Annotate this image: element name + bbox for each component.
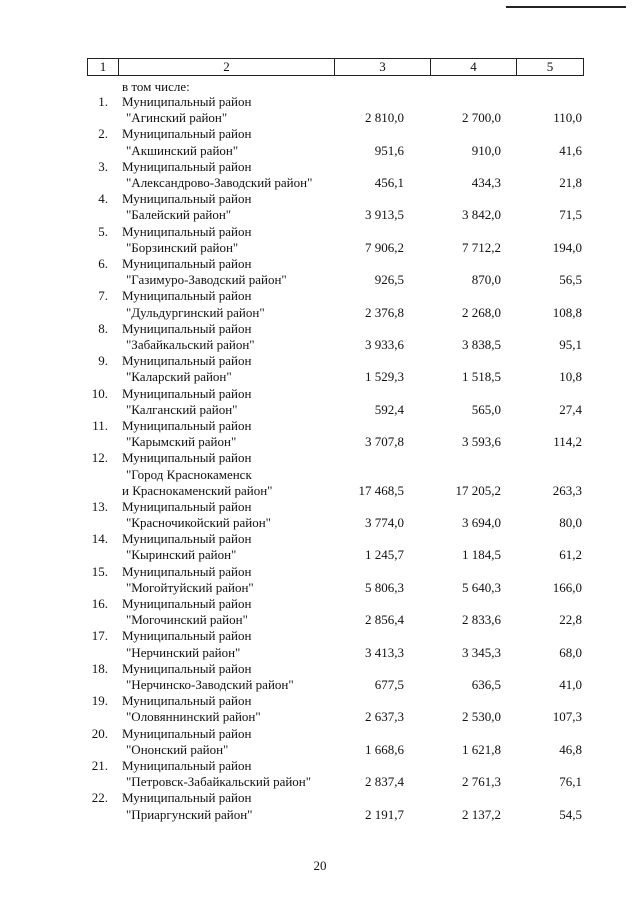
district-name-line-2: "Ононский район": [126, 741, 229, 757]
row-number: 5.: [98, 223, 108, 239]
district-name-line-2: "Калганский район": [126, 401, 238, 417]
value-column-3: 592,4: [374, 401, 404, 417]
district-name-line-2: "Забайкальский район": [126, 336, 255, 352]
district-name-line-2: "Кыринский район": [126, 547, 237, 563]
district-name: [122, 321, 255, 353]
district-name: [122, 790, 252, 822]
value-column-5: 71,5: [559, 207, 582, 223]
table-row: [0, 94, 640, 126]
district-name-line-1: Муниципальный район: [122, 693, 252, 709]
table-row: [0, 499, 640, 531]
row-number: 3.: [98, 158, 108, 174]
district-name-line-2: "Агинский район": [126, 110, 228, 126]
district-name-line-1: Муниципальный район: [122, 385, 252, 401]
row-number: 7.: [98, 288, 108, 304]
value-column-3: 2 191,7: [365, 806, 404, 822]
value-column-3: 3 933,6: [365, 336, 404, 352]
table-row: [0, 596, 640, 628]
value-column-5: 76,1: [559, 774, 582, 790]
value-column-4: 636,5: [471, 677, 501, 693]
value-column-5: 108,8: [552, 304, 582, 320]
value-column-3: 3 774,0: [365, 515, 404, 531]
value-column-5: 10,8: [559, 369, 582, 385]
district-name-line-1: Муниципальный район: [122, 725, 252, 741]
value-column-3: 926,5: [374, 272, 404, 288]
row-number: 13.: [91, 498, 108, 514]
value-column-5: 41,0: [559, 677, 582, 693]
value-column-4: 870,0: [471, 272, 501, 288]
table-row: [0, 126, 640, 158]
row-number: 21.: [91, 758, 108, 774]
district-name: [122, 596, 251, 628]
value-column-4: 2 530,0: [462, 709, 501, 725]
value-column-5: 194,0: [552, 239, 582, 255]
table-row: [0, 256, 640, 288]
value-column-5: 80,0: [559, 515, 582, 531]
row-number: 6.: [98, 255, 108, 271]
district-name: [122, 386, 251, 418]
value-column-5: 110,0: [553, 110, 582, 126]
value-column-5: 21,8: [559, 174, 582, 190]
district-name: [122, 159, 312, 191]
district-name-line-2: "Могойтуйский район": [126, 579, 254, 595]
district-name: [122, 564, 254, 596]
value-column-3: 3 707,8: [365, 434, 404, 450]
value-column-4: 565,0: [471, 401, 501, 417]
district-name: [122, 726, 251, 758]
column-header-2: 2: [119, 59, 335, 76]
value-column-4: 2 137,2: [462, 806, 501, 822]
district-name: [122, 758, 311, 790]
district-name: [122, 191, 251, 223]
district-name-line-1: Муниципальный район: [122, 628, 252, 644]
value-column-3: 3 913,5: [365, 207, 404, 223]
row-number: 22.: [91, 790, 108, 806]
table-row: [0, 386, 640, 418]
row-number: 20.: [91, 725, 108, 741]
district-name: [122, 224, 251, 256]
row-number: 18.: [91, 660, 108, 676]
row-number: 14.: [91, 531, 108, 547]
value-column-3: 5 806,3: [365, 579, 404, 595]
value-column-4: 1 621,8: [462, 741, 501, 757]
row-number: 15.: [91, 563, 108, 579]
value-column-5: 46,8: [559, 741, 582, 757]
district-name: [122, 499, 271, 531]
row-number: 1.: [98, 94, 108, 109]
district-name: [122, 353, 251, 385]
value-column-3: 1 668,6: [365, 741, 404, 757]
table-row: [0, 628, 640, 660]
table-row: [0, 693, 640, 725]
district-name-line-2: "Город Краснокаменск: [126, 466, 252, 482]
district-name-line-2: "Петровск-Забайкальский район": [126, 774, 312, 790]
district-name-line-2: "Нерчинский район": [126, 644, 241, 660]
value-column-5: 263,3: [552, 482, 582, 498]
value-column-5: 22,8: [559, 612, 582, 628]
value-column-5: 166,0: [552, 579, 582, 595]
value-column-4: 1 184,5: [462, 547, 501, 563]
value-column-4: 1 518,5: [462, 369, 501, 385]
value-column-4: 3 694,0: [462, 515, 501, 531]
value-column-5: 61,2: [559, 547, 582, 563]
value-column-3: 1 245,7: [365, 547, 404, 563]
district-name: [122, 693, 261, 725]
column-header-table: [87, 58, 584, 76]
value-column-3: 456,1: [374, 174, 404, 190]
value-column-5: 41,6: [559, 142, 582, 158]
table-row: [0, 790, 640, 822]
row-number: 10.: [91, 385, 108, 401]
table-row: [0, 564, 640, 596]
value-column-4: 2 268,0: [462, 304, 501, 320]
district-name-line-2: "Приаргунский район": [126, 806, 253, 822]
value-column-3: 17 468,5: [358, 482, 404, 498]
value-column-4: 7 712,2: [462, 239, 501, 255]
value-column-4: 3 842,0: [462, 207, 501, 223]
table-row: [0, 224, 640, 256]
corner-mark: [506, 6, 626, 8]
row-number: 16.: [91, 596, 108, 612]
value-column-3: 677,5: [374, 677, 404, 693]
table-row: [0, 191, 640, 223]
row-number: 9.: [98, 353, 108, 369]
district-name-line-1: Муниципальный район: [122, 288, 252, 304]
district-name: [122, 531, 251, 563]
row-number: 4.: [98, 191, 108, 207]
value-column-5: 56,5: [559, 272, 582, 288]
district-name-line-2: "Оловяннинский район": [126, 709, 261, 725]
table-row: [0, 531, 640, 563]
table-row: [0, 758, 640, 790]
column-header-4: 4: [431, 59, 517, 76]
district-name-line-1: Муниципальный район: [122, 320, 252, 336]
district-name-line-3: и Краснокаменский район": [122, 482, 273, 498]
district-name: [122, 418, 251, 450]
district-name-line-2: "Александрово-Заводский район": [126, 174, 313, 190]
table-row: [0, 450, 640, 499]
value-column-3: 951,6: [374, 142, 404, 158]
value-column-3: 2 810,0: [365, 110, 404, 126]
value-column-5: 68,0: [559, 644, 582, 660]
district-name: [122, 94, 251, 126]
table-row: [0, 418, 640, 450]
district-name: [122, 288, 265, 320]
district-name-line-2: "Борзинский район": [126, 239, 239, 255]
row-number: 12.: [91, 450, 108, 466]
value-column-4: 2 833,6: [462, 612, 501, 628]
table-row: [0, 288, 640, 320]
value-column-3: 2 856,4: [365, 612, 404, 628]
district-name-line-1: Муниципальный район: [122, 158, 252, 174]
value-column-3: 2 837,4: [365, 774, 404, 790]
district-name-line-1: Муниципальный район: [122, 191, 252, 207]
value-column-4: 434,3: [471, 174, 501, 190]
district-name-line-2: "Нерчинско-Заводский район": [126, 677, 294, 693]
district-name-line-2: "Газимуро-Заводский район": [126, 272, 287, 288]
value-column-5: 107,3: [552, 709, 582, 725]
column-header-1: 1: [88, 59, 119, 76]
district-name-line-1: Муниципальный район: [122, 531, 252, 547]
district-name-line-2: "Каларский район": [126, 369, 232, 385]
value-column-5: 27,4: [559, 401, 582, 417]
value-column-3: 2 637,3: [365, 709, 404, 725]
value-column-3: 3 413,3: [365, 644, 404, 660]
district-name-line-1: Муниципальный район: [122, 255, 252, 271]
row-number: 17.: [91, 628, 108, 644]
district-name-line-1: Муниципальный район: [122, 126, 252, 142]
district-name-line-1: Муниципальный район: [122, 758, 252, 774]
value-column-4: 5 640,3: [462, 579, 501, 595]
value-column-4: 3 593,6: [462, 434, 501, 450]
value-column-4: 3 345,3: [462, 644, 501, 660]
district-name-line-1: Муниципальный район: [122, 94, 252, 109]
district-name-line-1: Муниципальный район: [122, 790, 252, 806]
district-name-line-1: Муниципальный район: [122, 450, 252, 466]
district-name-line-1: Муниципальный район: [122, 596, 252, 612]
value-column-4: 2 761,3: [462, 774, 501, 790]
district-name-line-2: "Балейский район": [126, 207, 232, 223]
table-row: [0, 661, 640, 693]
district-name-line-2: "Дульдургинский район": [126, 304, 265, 320]
district-name: [122, 126, 251, 158]
value-column-3: 2 376,8: [365, 304, 404, 320]
district-name-line-2: "Карымский район": [126, 434, 237, 450]
district-name-line-2: "Красночикойский район": [126, 515, 271, 531]
district-name-line-1: Муниципальный район: [122, 498, 252, 514]
row-number: 2.: [98, 126, 108, 142]
value-column-4: 2 700,0: [462, 110, 501, 126]
district-name-line-1: Муниципальный район: [122, 353, 252, 369]
district-name-line-1: Муниципальный район: [122, 417, 252, 433]
district-name: [122, 661, 294, 693]
row-number: 19.: [91, 693, 108, 709]
district-name-line-1: Муниципальный район: [122, 563, 252, 579]
table-row: [0, 726, 640, 758]
value-column-4: 910,0: [471, 142, 501, 158]
column-header-5: 5: [517, 59, 584, 76]
table-row: [0, 321, 640, 353]
district-name-line-1: Муниципальный район: [122, 223, 252, 239]
district-name: [122, 628, 251, 660]
value-column-5: 114,2: [553, 434, 582, 450]
value-column-5: 54,5: [559, 806, 582, 822]
subheader-including: в том числе:: [122, 79, 190, 94]
page-number: 20: [313, 858, 327, 873]
district-name-line-2: "Акшинский район": [126, 142, 239, 158]
district-name-line-1: Муниципальный район: [122, 660, 252, 676]
value-column-4: 3 838,5: [462, 336, 501, 352]
column-header-3: 3: [335, 59, 431, 76]
table-row: [0, 353, 640, 385]
row-number: 11.: [92, 417, 108, 433]
district-name: [122, 256, 287, 288]
district-name: [122, 450, 272, 499]
value-column-5: 95,1: [559, 336, 582, 352]
row-number: 8.: [98, 320, 108, 336]
value-column-3: 7 906,2: [365, 239, 404, 255]
table-body: [0, 94, 640, 823]
district-name-line-2: "Могочинский район": [126, 612, 248, 628]
table-row: [0, 159, 640, 191]
value-column-3: 1 529,3: [365, 369, 404, 385]
value-column-4: 17 205,2: [455, 482, 501, 498]
